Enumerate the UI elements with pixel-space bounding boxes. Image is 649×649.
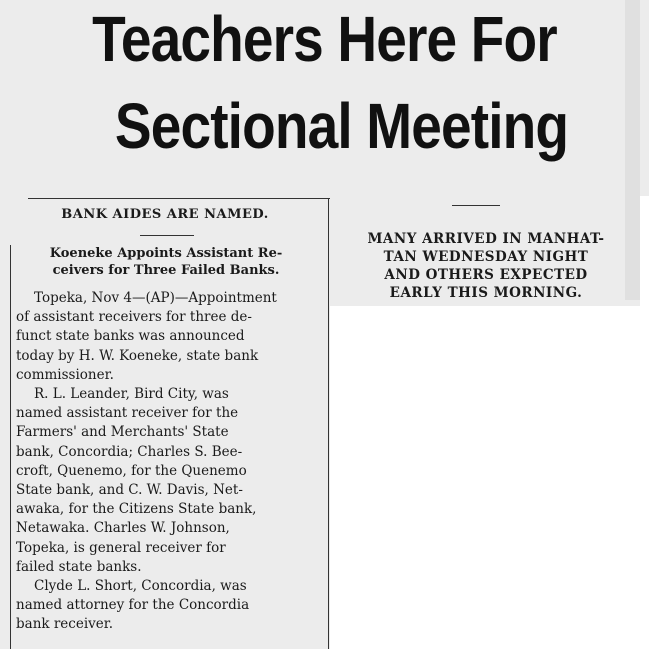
deck-line: AND OTHERS EXPECTED xyxy=(384,267,588,283)
bank-story-body xyxy=(16,289,322,635)
body-line: awaka, for the Citizens State bank, xyxy=(16,501,257,518)
deck-line: EARLY THIS MORNING. xyxy=(389,285,583,301)
body-line: named attorney for the Concordia xyxy=(16,597,250,614)
deck xyxy=(336,230,636,302)
bank-heading-divider xyxy=(140,235,194,236)
deck-line: TAN WEDNESDAY NIGHT xyxy=(383,249,589,265)
body-line: commissioner. xyxy=(16,366,114,383)
deck-line: MANY ARRIVED IN MANHAT- xyxy=(367,231,605,247)
body-line: Clyde L. Short, Concordia, was xyxy=(34,578,247,595)
subhead-line: Koeneke Appoints Assistant Re- xyxy=(49,246,283,261)
bank-story-subhead xyxy=(16,245,316,279)
body-line: Topeka, Nov 4—(AP)—Appointment xyxy=(34,290,277,306)
body-line: today by H. W. Koeneke, state bank xyxy=(16,347,259,364)
body-line: funct state banks was announced xyxy=(16,328,245,345)
column-left-rule xyxy=(10,245,11,649)
body-line: State bank, and C. W. Davis, Net- xyxy=(16,482,243,499)
body-line: Netawaka. Charles W. Johnson, xyxy=(16,520,230,537)
body-line: croft, Quenemo, for the Quenemo xyxy=(16,462,247,479)
column-right-rule xyxy=(328,198,329,649)
headline-line-1: Teachers Here For xyxy=(92,3,557,75)
body-line: Farmers' and Merchants' State xyxy=(16,424,229,441)
headline-line-2: Sectional Meeting xyxy=(114,90,569,162)
body-line: failed state banks. xyxy=(16,558,142,575)
body-line: Topeka, is general receiver for xyxy=(16,539,226,556)
body-line: bank receiver. xyxy=(16,616,114,633)
column-top-rule xyxy=(28,198,330,199)
deck-divider xyxy=(452,205,500,206)
bank-story-heading: BANK AIDES ARE NAMED. xyxy=(61,207,269,222)
body-line: bank, Concordia; Charles S. Bee- xyxy=(16,443,243,460)
body-line: of assistant receivers for three de- xyxy=(16,309,252,326)
subhead-line: ceivers for Three Failed Banks. xyxy=(52,263,280,278)
body-line: R. L. Leander, Bird City, was xyxy=(34,386,229,403)
body-line: named assistant receiver for the xyxy=(16,405,239,422)
